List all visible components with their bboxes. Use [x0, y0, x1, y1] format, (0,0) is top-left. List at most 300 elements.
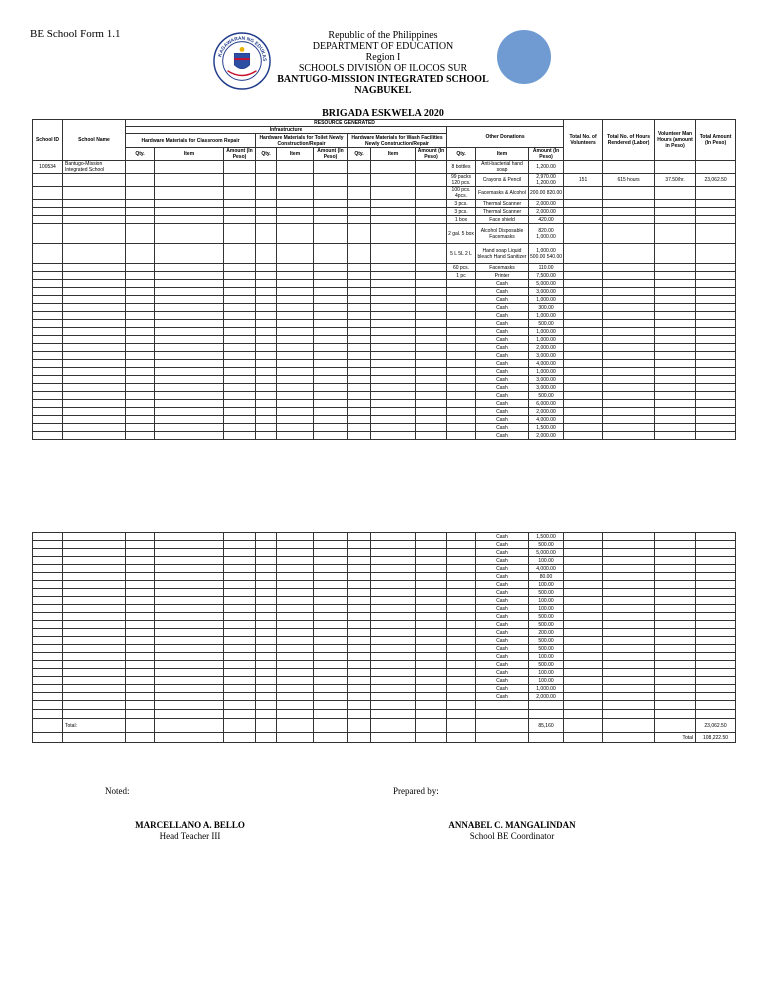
- table-cell: [256, 320, 277, 328]
- table-cell: [696, 360, 736, 368]
- table-cell: [603, 533, 655, 541]
- table-cell: [564, 400, 603, 408]
- table-cell: [603, 653, 655, 661]
- table-cell: [126, 719, 155, 733]
- table-cell: [155, 344, 224, 352]
- table-cell: [63, 677, 126, 685]
- table-cell: [655, 392, 696, 400]
- table-cell: [564, 376, 603, 384]
- donation-item: Cash: [476, 336, 529, 344]
- donation-amount: 820.00 1,000.00: [529, 224, 564, 244]
- table-cell: [371, 328, 416, 336]
- table-cell: [603, 432, 655, 440]
- table-cell: [371, 208, 416, 216]
- table-cell: [33, 533, 63, 541]
- table-cell: [371, 416, 416, 424]
- prepared-signatory-name: ANNABEL C. MANGALINDAN: [448, 820, 576, 830]
- table-cell: [371, 637, 416, 645]
- table-cell: [447, 701, 476, 710]
- donation-qty: 8 bottles: [447, 161, 476, 174]
- table-row: [33, 424, 736, 432]
- table-cell: [564, 312, 603, 320]
- table-cell: [155, 312, 224, 320]
- table-cell: [277, 685, 314, 693]
- table-cell: [603, 208, 655, 216]
- table-cell: [314, 384, 348, 392]
- table-cell: [277, 677, 314, 685]
- table-cell: [224, 613, 256, 621]
- amount-total-value: 23,062.50: [696, 719, 736, 733]
- table-cell: [277, 344, 314, 352]
- table-cell: [655, 645, 696, 653]
- table-cell: [224, 224, 256, 244]
- table-cell: [447, 549, 476, 557]
- table-cell: [33, 710, 63, 719]
- table-cell: [416, 597, 447, 605]
- table-cell: [277, 701, 314, 710]
- donation-qty: [447, 416, 476, 424]
- donation-item: Cash: [476, 549, 529, 557]
- table-cell: [348, 344, 371, 352]
- table-cell: [224, 368, 256, 376]
- resource-table-page1: [32, 119, 736, 440]
- table-cell: [155, 733, 224, 743]
- table-cell: [126, 288, 155, 296]
- table-cell: [33, 432, 63, 440]
- man-hours-header: Volunteer Man Hours (amount in Peso): [655, 120, 696, 161]
- table-cell: [33, 733, 63, 743]
- table-cell: [314, 392, 348, 400]
- table-row: [33, 376, 736, 384]
- table-cell: [447, 653, 476, 661]
- table-cell: [348, 288, 371, 296]
- table-cell: [224, 416, 256, 424]
- table-cell: [655, 272, 696, 280]
- table-cell: [564, 701, 603, 710]
- table-cell: [603, 637, 655, 645]
- table-cell: [33, 701, 63, 710]
- table-cell: [155, 424, 224, 432]
- table-cell: [371, 432, 416, 440]
- donation-amount: 500.00: [529, 320, 564, 328]
- table-cell: [126, 187, 155, 200]
- table-cell: [655, 589, 696, 597]
- table-cell: [696, 376, 736, 384]
- table-cell: [655, 605, 696, 613]
- table-cell: [655, 701, 696, 710]
- donation-item: Facemasks: [476, 264, 529, 272]
- table-cell: [256, 264, 277, 272]
- table-cell: [416, 701, 447, 710]
- table-cell: [371, 701, 416, 710]
- table-cell: [416, 400, 447, 408]
- donation-qty: [447, 312, 476, 320]
- table-cell: [655, 533, 696, 541]
- table-cell: [416, 336, 447, 344]
- donation-qty: [447, 352, 476, 360]
- table-cell: [63, 629, 126, 637]
- table-cell: [696, 200, 736, 208]
- table-cell: [314, 653, 348, 661]
- table-cell: [33, 368, 63, 376]
- table-cell: [416, 613, 447, 621]
- table-cell: [314, 216, 348, 224]
- table-cell: [416, 384, 447, 392]
- donation-item: Cash: [476, 565, 529, 573]
- donation-item: Cash: [476, 352, 529, 360]
- table-cell: [277, 637, 314, 645]
- table-cell: [256, 208, 277, 216]
- table-cell: [564, 288, 603, 296]
- table-cell: [564, 710, 603, 719]
- table-cell: [155, 336, 224, 344]
- table-cell: [155, 645, 224, 653]
- table-cell: [348, 400, 371, 408]
- table-cell: [416, 653, 447, 661]
- table-cell: [371, 200, 416, 208]
- table-cell: [348, 376, 371, 384]
- table-cell: [603, 573, 655, 581]
- total-hours-header: Total No. of Hours Rendered (Labor): [603, 120, 655, 161]
- table-cell: [655, 653, 696, 661]
- table-cell: [348, 541, 371, 549]
- table-cell: [314, 376, 348, 384]
- table-cell: [348, 320, 371, 328]
- table-cell: [224, 549, 256, 557]
- table-row: [33, 368, 736, 376]
- subheader-item: Item: [371, 148, 416, 161]
- table-cell: [416, 224, 447, 244]
- table-cell: [314, 533, 348, 541]
- table-cell: [224, 200, 256, 208]
- table-cell: [224, 187, 256, 200]
- table-cell: [371, 272, 416, 280]
- table-cell: [256, 368, 277, 376]
- table-cell: [277, 669, 314, 677]
- subheader-amount: Amount (In Peso): [224, 148, 256, 161]
- table-cell: [603, 557, 655, 565]
- table-cell: [277, 200, 314, 208]
- table-cell: [655, 693, 696, 701]
- table-cell: [655, 288, 696, 296]
- table-row: [33, 296, 736, 304]
- table-cell: [655, 360, 696, 368]
- table-cell: [224, 701, 256, 710]
- table-cell: [33, 557, 63, 565]
- table-cell: [348, 589, 371, 597]
- donation-item: Cash: [476, 400, 529, 408]
- table-cell: [256, 701, 277, 710]
- table-cell: [416, 328, 447, 336]
- donation-amount: 3,000.00: [529, 384, 564, 392]
- donation-item: Cash: [476, 581, 529, 589]
- table-cell: [603, 320, 655, 328]
- table-cell: [63, 384, 126, 392]
- table-cell: [371, 597, 416, 605]
- table-cell: [529, 701, 564, 710]
- table-row: [33, 541, 736, 549]
- table-cell: [256, 597, 277, 605]
- total-volunteers-value: 151: [564, 174, 603, 187]
- table-cell: [348, 416, 371, 424]
- table-cell: [655, 565, 696, 573]
- donation-item: Facemasks & Alcohol: [476, 187, 529, 200]
- table-cell: [126, 661, 155, 669]
- table-cell: [314, 613, 348, 621]
- table-cell: [256, 693, 277, 701]
- table-cell: [314, 328, 348, 336]
- donation-item: Cash: [476, 605, 529, 613]
- table-cell: [33, 613, 63, 621]
- table-cell: [564, 224, 603, 244]
- table-cell: [655, 244, 696, 264]
- table-cell: [371, 653, 416, 661]
- table-cell: [696, 613, 736, 621]
- table-cell: [564, 693, 603, 701]
- table-cell: [371, 581, 416, 589]
- hw-wash-header: Hardware Materials for Wash Facilities Newly Construction/Repair: [348, 134, 447, 148]
- table-cell: [277, 187, 314, 200]
- table-cell: [371, 408, 416, 416]
- donation-item: Cash: [476, 589, 529, 597]
- table-cell: [256, 685, 277, 693]
- donation-qty: [447, 408, 476, 416]
- table-cell: [371, 541, 416, 549]
- donation-item: Alcohol Disposable Facemasks: [476, 224, 529, 244]
- table-cell: [63, 424, 126, 432]
- table-cell: [416, 557, 447, 565]
- table-cell: [126, 637, 155, 645]
- donation-item: Cash: [476, 344, 529, 352]
- donation-amount: 5,000.00: [529, 280, 564, 288]
- table-cell: [564, 272, 603, 280]
- table-cell: [155, 621, 224, 629]
- table-cell: [371, 533, 416, 541]
- table-cell: [348, 533, 371, 541]
- total-label: Total:: [63, 719, 126, 733]
- table-cell: [224, 661, 256, 669]
- table-cell: [447, 589, 476, 597]
- table-cell: [696, 352, 736, 360]
- table-cell: [564, 645, 603, 653]
- table-cell: [696, 408, 736, 416]
- donations-total-value: 85,160: [529, 719, 564, 733]
- donation-amount: 4,000.00: [529, 565, 564, 573]
- donation-amount: 420.00: [529, 216, 564, 224]
- table-cell: [603, 304, 655, 312]
- donation-item: Cash: [476, 392, 529, 400]
- table-cell: [348, 565, 371, 573]
- donation-item: Cash: [476, 432, 529, 440]
- table-cell: [603, 677, 655, 685]
- table-cell: [126, 621, 155, 629]
- table-cell: [564, 296, 603, 304]
- table-cell: [126, 244, 155, 264]
- table-cell: [126, 589, 155, 597]
- donation-item: Printer: [476, 272, 529, 280]
- table-row: [33, 581, 736, 589]
- table-cell: [655, 344, 696, 352]
- table-cell: [655, 549, 696, 557]
- table-cell: [655, 336, 696, 344]
- donation-item: Cash: [476, 645, 529, 653]
- table-cell: [155, 352, 224, 360]
- table-cell: [155, 669, 224, 677]
- table-cell: [564, 733, 603, 743]
- table-cell: [696, 549, 736, 557]
- table-cell: [564, 565, 603, 573]
- table-cell: [416, 719, 447, 733]
- table-cell: [447, 710, 476, 719]
- table-cell: [447, 693, 476, 701]
- donation-amount: 200.00 820.00: [529, 187, 564, 200]
- table-cell: [126, 208, 155, 216]
- donation-amount: 100.00: [529, 605, 564, 613]
- noted-signatory-title: Head Teacher III: [159, 831, 221, 841]
- table-cell: [33, 304, 63, 312]
- table-cell: [256, 710, 277, 719]
- table-cell: [476, 710, 529, 719]
- table-cell: [348, 328, 371, 336]
- table-cell: [126, 400, 155, 408]
- table-cell: [256, 541, 277, 549]
- table-cell: [564, 187, 603, 200]
- donation-item: Cash: [476, 693, 529, 701]
- table-cell: [314, 187, 348, 200]
- table-cell: [371, 573, 416, 581]
- table-cell: [696, 216, 736, 224]
- table-row: [33, 613, 736, 621]
- table-cell: [603, 424, 655, 432]
- table-cell: [371, 557, 416, 565]
- table-cell: [603, 408, 655, 416]
- table-cell: [564, 208, 603, 216]
- table-cell: [277, 384, 314, 392]
- table-row: [33, 272, 736, 280]
- table-cell: [277, 304, 314, 312]
- table-cell: [348, 605, 371, 613]
- table-cell: [348, 216, 371, 224]
- table-cell: [696, 400, 736, 408]
- table-cell: [603, 187, 655, 200]
- table-cell: [603, 376, 655, 384]
- table-cell: [371, 368, 416, 376]
- table-cell: [33, 187, 63, 200]
- table-cell: [256, 376, 277, 384]
- table-cell: [277, 312, 314, 320]
- table-cell: [63, 272, 126, 280]
- table-cell: [416, 376, 447, 384]
- table-cell: [371, 629, 416, 637]
- table-cell: [126, 264, 155, 272]
- table-cell: [33, 272, 63, 280]
- table-cell: [277, 589, 314, 597]
- table-cell: [696, 565, 736, 573]
- donation-qty: [447, 400, 476, 408]
- table-row: [33, 693, 736, 701]
- table-cell: [126, 677, 155, 685]
- table-row: [33, 312, 736, 320]
- table-cell: [126, 541, 155, 549]
- table-cell: [696, 597, 736, 605]
- table-cell: [224, 589, 256, 597]
- table-cell: [224, 360, 256, 368]
- table-cell: [447, 669, 476, 677]
- table-cell: [277, 244, 314, 264]
- table-cell: [416, 200, 447, 208]
- table-cell: [314, 573, 348, 581]
- noted-signatory-name: MARCELLANO A. BELLO: [135, 820, 245, 830]
- donation-item: Cash: [476, 280, 529, 288]
- donation-amount: 110.00: [529, 264, 564, 272]
- table-cell: [63, 280, 126, 288]
- table-cell: [63, 432, 126, 440]
- table-cell: [348, 581, 371, 589]
- table-cell: [33, 653, 63, 661]
- resource-generated-header: RESOURCE GENERATED: [126, 120, 564, 127]
- table-cell: [126, 392, 155, 400]
- table-cell: [348, 597, 371, 605]
- table-cell: [416, 280, 447, 288]
- table-cell: [655, 280, 696, 288]
- table-cell: [224, 400, 256, 408]
- table-cell: [277, 693, 314, 701]
- table-cell: [314, 661, 348, 669]
- table-cell: [603, 416, 655, 424]
- table-cell: [126, 376, 155, 384]
- table-cell: [371, 693, 416, 701]
- table-row: [33, 432, 736, 440]
- donation-qty: 99 packs 120 pcs.: [447, 174, 476, 187]
- table-cell: [155, 710, 224, 719]
- table-cell: [155, 581, 224, 589]
- table-cell: [126, 408, 155, 416]
- table-cell: [126, 224, 155, 244]
- table-cell: [63, 597, 126, 605]
- donation-qty: 3 pcs.: [447, 200, 476, 208]
- table-cell: [416, 549, 447, 557]
- table-cell: [416, 312, 447, 320]
- table-cell: [314, 693, 348, 701]
- table-row: [33, 161, 736, 174]
- donation-amount: 4,000.00: [529, 360, 564, 368]
- table-row: [33, 719, 736, 733]
- table-cell: [696, 320, 736, 328]
- donation-amount: 100.00: [529, 677, 564, 685]
- table-cell: [126, 581, 155, 589]
- table-cell: [277, 424, 314, 432]
- table-cell: [655, 581, 696, 589]
- table-cell: [447, 557, 476, 565]
- table-cell: [277, 320, 314, 328]
- table-cell: [63, 216, 126, 224]
- table-cell: [314, 597, 348, 605]
- table-cell: [348, 161, 371, 174]
- table-cell: [655, 224, 696, 244]
- donation-qty: [447, 392, 476, 400]
- table-cell: [33, 669, 63, 677]
- table-cell: [476, 719, 529, 733]
- table-cell: [63, 344, 126, 352]
- table-cell: [277, 288, 314, 296]
- table-cell: [314, 701, 348, 710]
- donation-amount: 1,200.00: [529, 161, 564, 174]
- table-cell: [655, 637, 696, 645]
- table-row: [33, 621, 736, 629]
- table-cell: [277, 710, 314, 719]
- table-cell: [655, 161, 696, 174]
- table-cell: [256, 224, 277, 244]
